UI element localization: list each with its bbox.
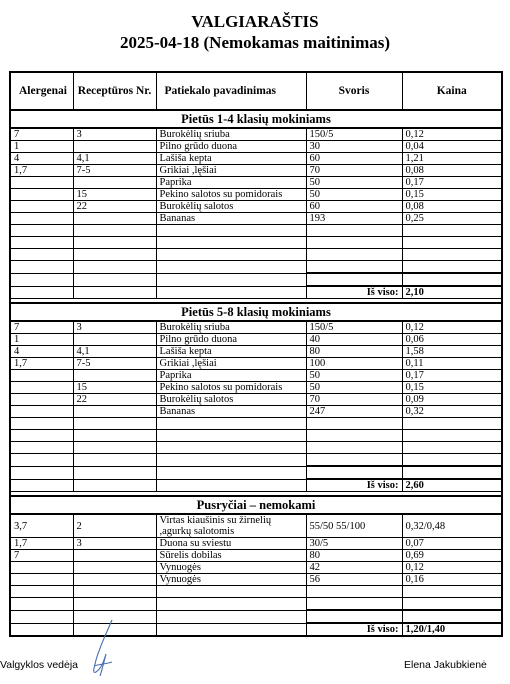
table-row — [10, 514, 502, 538]
header-price: Kaina — [402, 72, 502, 110]
cell-empty — [402, 430, 502, 442]
cell-empty — [402, 249, 502, 261]
cell-empty — [402, 442, 502, 454]
cell-empty — [10, 586, 73, 598]
cell-empty — [10, 249, 73, 261]
cell-allergens — [10, 177, 73, 189]
cell-empty — [156, 261, 306, 274]
cell-empty — [402, 610, 502, 623]
cell-dish: Sūrelis dobilas — [156, 550, 306, 562]
empty-row — [10, 430, 502, 442]
empty-row — [10, 442, 502, 454]
page-title: VALGIARAŠTIS — [191, 12, 319, 31]
table-row — [10, 346, 502, 358]
cell-empty — [10, 598, 73, 611]
cell-weight: 60 — [306, 153, 402, 165]
page-subtitle: 2025-04-18 (Nemokamas maitinimas) — [119, 33, 391, 52]
cell-empty — [402, 261, 502, 274]
cell-recipe: 22 — [73, 394, 156, 406]
table-row — [10, 189, 502, 201]
cell-recipe: 22 — [73, 201, 156, 213]
cell-empty — [156, 454, 306, 467]
cell-empty — [10, 479, 73, 492]
section-header — [10, 110, 502, 128]
cell-empty — [402, 273, 502, 286]
total-value: 1,20/1,40 — [402, 623, 502, 636]
cell-allergens — [10, 382, 73, 394]
cell-weight: 70 — [306, 165, 402, 177]
cell-empty — [156, 249, 306, 261]
cell-dish: Lašiša kepta — [156, 346, 306, 358]
cell-dish: Lašiša kepta — [156, 153, 306, 165]
cell-price: 1,58 — [402, 346, 502, 358]
cell-allergens: 4 — [10, 153, 73, 165]
cell-recipe: 4,1 — [73, 346, 156, 358]
cell-empty — [306, 430, 402, 442]
cell-empty — [156, 623, 306, 636]
cell-empty — [73, 479, 156, 492]
cell-recipe — [73, 562, 156, 574]
cell-empty — [156, 225, 306, 237]
cell-allergens — [10, 406, 73, 418]
cell-empty — [73, 598, 156, 611]
section-header — [10, 496, 502, 514]
empty-row — [10, 418, 502, 430]
cell-price: 0,15 — [402, 382, 502, 394]
cell-empty — [10, 273, 73, 286]
cell-recipe — [73, 141, 156, 153]
cell-empty — [10, 623, 73, 636]
cell-allergens — [10, 370, 73, 382]
cell-dish: Pilno grūdo duona — [156, 141, 306, 153]
cell-empty — [156, 479, 306, 492]
cell-allergens — [10, 562, 73, 574]
table-row — [10, 394, 502, 406]
cell-weight: 80 — [306, 550, 402, 562]
cell-price: 0,12 — [402, 128, 502, 141]
cell-dish: Paprika — [156, 177, 306, 189]
cell-empty — [156, 598, 306, 611]
cell-empty — [306, 225, 402, 237]
total-label: Iš viso: — [306, 623, 402, 636]
cell-empty — [10, 442, 73, 454]
section-title: Pietūs 1-4 klasių mokiniams — [10, 110, 502, 128]
cell-allergens: 4 — [10, 346, 73, 358]
cell-empty — [10, 286, 73, 299]
cell-empty — [10, 610, 73, 623]
cell-recipe — [73, 177, 156, 189]
cell-empty — [402, 225, 502, 237]
cell-allergens: 1 — [10, 334, 73, 346]
cell-recipe — [73, 574, 156, 586]
cell-empty — [402, 237, 502, 249]
cell-empty — [402, 454, 502, 467]
empty-row — [10, 466, 502, 479]
cell-recipe: 3 — [73, 321, 156, 334]
cell-weight: 50 — [306, 382, 402, 394]
cell-empty — [306, 466, 402, 479]
cell-empty — [10, 430, 73, 442]
total-label: Iš viso: — [306, 479, 402, 492]
cell-empty — [156, 610, 306, 623]
cell-weight: 55/50 55/100 — [306, 514, 402, 538]
cell-recipe: 3 — [73, 538, 156, 550]
cell-price: 0,17 — [402, 177, 502, 189]
cell-dish: Duona su sviestu — [156, 538, 306, 550]
cell-dish: Bananas — [156, 406, 306, 418]
cell-empty — [73, 418, 156, 430]
empty-row — [10, 598, 502, 611]
header-allergens: Alergenai — [10, 72, 73, 110]
cell-price: 1,21 — [402, 153, 502, 165]
cell-recipe: 7-5 — [73, 358, 156, 370]
table-row — [10, 382, 502, 394]
cell-weight: 30 — [306, 141, 402, 153]
empty-row — [10, 261, 502, 274]
cell-empty — [402, 598, 502, 611]
table-row — [10, 213, 502, 225]
cell-empty — [306, 586, 402, 598]
cell-empty — [10, 225, 73, 237]
cell-dish: Pekino salotos su pomidorais — [156, 382, 306, 394]
cell-price: 0,32 — [402, 406, 502, 418]
cell-dish: Paprika — [156, 370, 306, 382]
header-weight: Svoris — [306, 72, 402, 110]
cell-empty — [306, 273, 402, 286]
cell-weight: 80 — [306, 346, 402, 358]
cell-dish: Burokėlių salotos — [156, 201, 306, 213]
cell-empty — [73, 286, 156, 299]
cell-recipe: 15 — [73, 382, 156, 394]
cell-weight: 50 — [306, 177, 402, 189]
cell-allergens — [10, 201, 73, 213]
cell-recipe — [73, 370, 156, 382]
cell-allergens: 7 — [10, 128, 73, 141]
table-row — [10, 141, 502, 153]
menu-table — [9, 71, 503, 637]
total-row — [10, 286, 502, 299]
cell-price: 0,17 — [402, 370, 502, 382]
cell-price: 0,12 — [402, 321, 502, 334]
cell-recipe — [73, 213, 156, 225]
cell-price: 0,16 — [402, 574, 502, 586]
cell-recipe: 2 — [73, 514, 156, 538]
total-label: Iš viso: — [306, 286, 402, 299]
cell-price: 0,06 — [402, 334, 502, 346]
empty-row — [10, 586, 502, 598]
cell-empty — [306, 598, 402, 611]
cell-empty — [156, 442, 306, 454]
cell-weight: 50 — [306, 189, 402, 201]
cell-recipe — [73, 406, 156, 418]
cell-weight: 56 — [306, 574, 402, 586]
cell-weight: 30/5 — [306, 538, 402, 550]
cell-empty — [156, 430, 306, 442]
table-row — [10, 406, 502, 418]
cell-dish: Burokėlių sriuba — [156, 321, 306, 334]
footer-name: Elena Jakubkienė — [404, 659, 487, 671]
total-value: 2,10 — [402, 286, 502, 299]
cell-dish: Pekino salotos su pomidorais — [156, 189, 306, 201]
cell-dish: Bananas — [156, 213, 306, 225]
cell-allergens: 7 — [10, 321, 73, 334]
cell-empty — [73, 273, 156, 286]
empty-row — [10, 249, 502, 261]
cell-price: 0,11 — [402, 358, 502, 370]
table-row — [10, 538, 502, 550]
cell-dish: Grikiai ,lęšiai — [156, 358, 306, 370]
table-row — [10, 201, 502, 213]
cell-allergens: 1,7 — [10, 358, 73, 370]
cell-allergens — [10, 189, 73, 201]
cell-allergens — [10, 574, 73, 586]
table-row — [10, 334, 502, 346]
section-title: Pietūs 5-8 klasių mokiniams — [10, 303, 502, 321]
cell-empty — [73, 261, 156, 274]
cell-allergens: 3,7 — [10, 514, 73, 538]
cell-empty — [402, 418, 502, 430]
cell-allergens: 1,7 — [10, 165, 73, 177]
cell-dish: Virtas kiaušinis su žirnelių ,agurkų salotomis — [156, 514, 306, 538]
cell-empty — [156, 286, 306, 299]
header-recipe: Receptūros Nr. — [73, 72, 156, 110]
signature-mark — [82, 616, 122, 680]
cell-dish: Burokėlių sriuba — [156, 128, 306, 141]
cell-empty — [306, 610, 402, 623]
cell-empty — [156, 237, 306, 249]
cell-empty — [73, 466, 156, 479]
table-row — [10, 370, 502, 382]
cell-price: 0,12 — [402, 562, 502, 574]
total-value: 2,60 — [402, 479, 502, 492]
cell-dish: Burokėlių salotos — [156, 394, 306, 406]
cell-empty — [402, 586, 502, 598]
cell-empty — [10, 418, 73, 430]
cell-weight: 50 — [306, 370, 402, 382]
cell-price: 0,04 — [402, 141, 502, 153]
cell-recipe: 7-5 — [73, 165, 156, 177]
cell-empty — [306, 454, 402, 467]
cell-allergens: 7 — [10, 550, 73, 562]
cell-recipe: 4,1 — [73, 153, 156, 165]
cell-recipe: 3 — [73, 128, 156, 141]
total-row — [10, 479, 502, 492]
cell-allergens: 1 — [10, 141, 73, 153]
cell-empty — [73, 442, 156, 454]
cell-allergens — [10, 213, 73, 225]
cell-empty — [306, 249, 402, 261]
cell-allergens: 1,7 — [10, 538, 73, 550]
cell-weight: 150/5 — [306, 321, 402, 334]
cell-price: 0,25 — [402, 213, 502, 225]
cell-price: 0,32/0,48 — [402, 514, 502, 538]
cell-empty — [156, 273, 306, 286]
cell-empty — [156, 466, 306, 479]
cell-empty — [73, 454, 156, 467]
table-row — [10, 550, 502, 562]
cell-dish: Grikiai ,lęšiai — [156, 165, 306, 177]
table-row — [10, 165, 502, 177]
cell-empty — [306, 418, 402, 430]
cell-price: 0,09 — [402, 394, 502, 406]
footer-position: Valgyklos vedėja — [0, 659, 79, 671]
cell-price: 0,69 — [402, 550, 502, 562]
cell-dish: Vynuogės — [156, 574, 306, 586]
cell-weight: 70 — [306, 394, 402, 406]
table-row — [10, 574, 502, 586]
table-header-row — [10, 72, 502, 110]
cell-weight: 150/5 — [306, 128, 402, 141]
cell-recipe — [73, 550, 156, 562]
cell-empty — [73, 249, 156, 261]
table-row — [10, 358, 502, 370]
cell-empty — [402, 466, 502, 479]
section-title: Pusryčiai – nemokami — [10, 496, 502, 514]
table-row — [10, 128, 502, 141]
cell-weight: 247 — [306, 406, 402, 418]
cell-recipe: 15 — [73, 189, 156, 201]
empty-row — [10, 273, 502, 286]
cell-empty — [10, 261, 73, 274]
cell-price: 0,07 — [402, 538, 502, 550]
cell-price: 0,08 — [402, 165, 502, 177]
cell-empty — [73, 237, 156, 249]
empty-row — [10, 454, 502, 467]
cell-weight: 40 — [306, 334, 402, 346]
cell-recipe — [73, 334, 156, 346]
cell-dish: Pilno grūdo duona — [156, 334, 306, 346]
cell-empty — [73, 586, 156, 598]
cell-weight: 100 — [306, 358, 402, 370]
cell-empty — [306, 237, 402, 249]
cell-empty — [156, 586, 306, 598]
cell-empty — [156, 418, 306, 430]
cell-price: 0,08 — [402, 201, 502, 213]
cell-empty — [10, 454, 73, 467]
cell-empty — [10, 237, 73, 249]
cell-empty — [306, 442, 402, 454]
cell-weight: 42 — [306, 562, 402, 574]
cell-weight: 60 — [306, 201, 402, 213]
cell-empty — [10, 466, 73, 479]
cell-weight: 193 — [306, 213, 402, 225]
cell-dish: Vynuogės — [156, 562, 306, 574]
cell-empty — [306, 261, 402, 274]
empty-row — [10, 225, 502, 237]
table-row — [10, 153, 502, 165]
cell-empty — [73, 225, 156, 237]
header-dish: Patiekalo pavadinimas — [156, 72, 306, 110]
cell-empty — [73, 430, 156, 442]
section-header — [10, 303, 502, 321]
cell-allergens — [10, 394, 73, 406]
table-row — [10, 321, 502, 334]
empty-row — [10, 237, 502, 249]
cell-price: 0,15 — [402, 189, 502, 201]
table-row — [10, 562, 502, 574]
table-row — [10, 177, 502, 189]
menu-body — [10, 110, 502, 636]
